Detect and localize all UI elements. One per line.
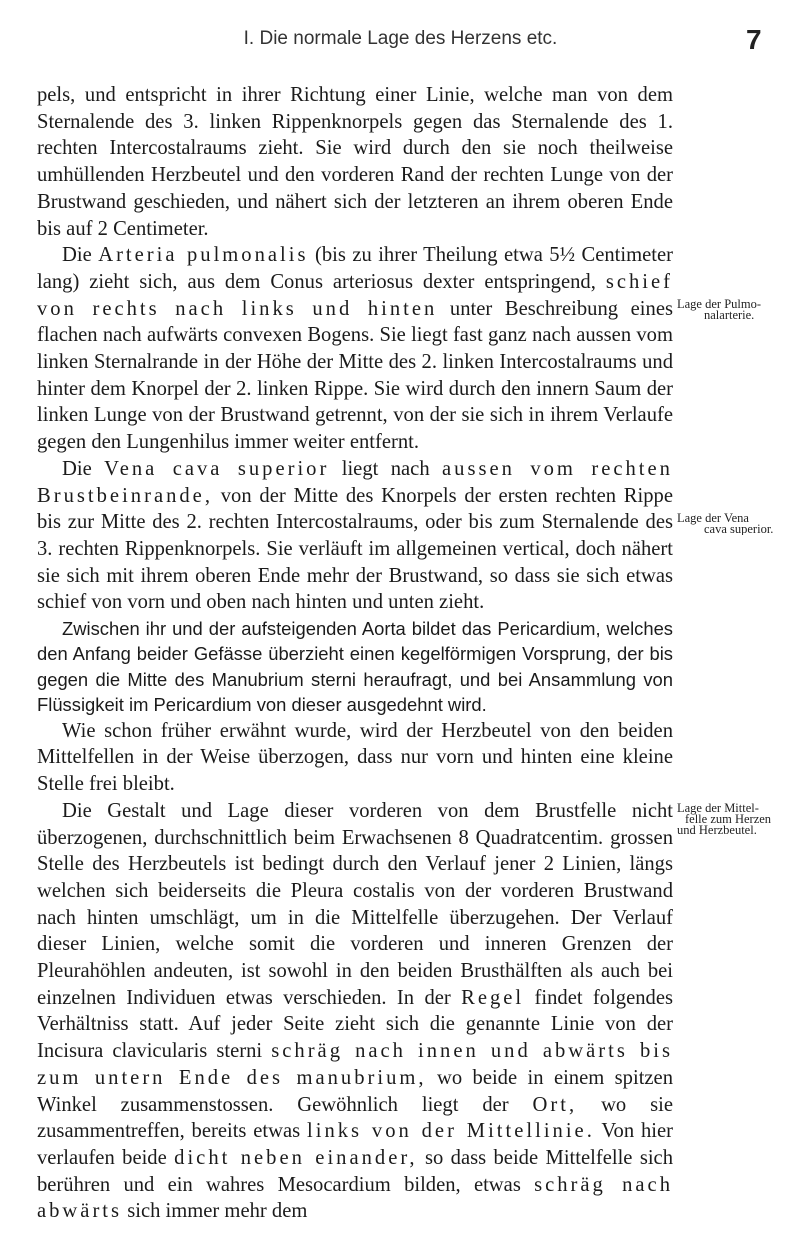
margin-note-pulmonalarterie [677, 299, 801, 321]
margin-note-mittelfelle [677, 803, 801, 836]
text-run: findet folgendes Verhältniss statt. Auf jeder Seite zieht sich die genannte Linie von der Incisura clavicularis sterni [37, 986, 673, 1063]
margin-note-vena-cava [677, 513, 801, 535]
term-arteria-pulmonalis: Arteria pulmonalis [98, 244, 309, 267]
page-number: 7 [746, 24, 762, 55]
emphasis: schräg nach abwärts [37, 1173, 673, 1223]
margin-note-line: cava superior. [704, 522, 774, 535]
body-text [37, 82, 673, 1225]
emphasis: schräg nach innen und abwärts bis zum untern Ende des manubrium, [37, 1040, 673, 1089]
emphasis: aussen vom rechten Brustbeinrande, [37, 457, 673, 507]
paragraph: Wie schon früher erwähnt wurde, wird der Herzbeutel von den beiden Mittelfellen in der Weise überzogen, dass nur vorn und hinten eine kleine Stelle frei bleibt. [37, 719, 673, 796]
text-run: unter Beschreibung eines flachen nach aufwärts convexen Bogens. Sie liegt fast ganz nach aussen vom linken Sternalrande in der Höhe der Mitte des 2. linken Intercostalraums und hinter dem Knorpel der 2. linken Rippe. Sie wird durch den innern Saum der linken Lunge von der Brustwand getrennt, von der sie sich in ihrem Verlaufe gegen den Lungenhilus immer weiter entfernt. [37, 297, 673, 454]
text-run: Von hier verlaufen beide [37, 1120, 673, 1169]
paragraph-vena-cava [37, 456, 673, 616]
text-run: Die Gestalt und Lage dieser vorderen von dem Brustfelle nicht überzogenen, durchschnittlich beim Erwachsenen 8 Quadratcentim. grossen Stelle des Herzbeutels ist bedingt durch den Verlauf jener 2 Linien, längs welchen sich beiderseits die Pleura costalis von der vorderen Brustwand nach hinten umschlägt, um in die Mittelfelle überzugehen. Der Verlauf dieser Linien, welche somit die vorderen und inneren Grenzen der Pleurahöhlen andeuten, ist sowohl in den beiden Brusthälften als auch bei einzelnen Individuen etwas verschieden. In der [37, 799, 673, 1009]
text-run: (bis zu ihrer Theilung etwa 5½ Centimeter lang) zieht sich, aus dem Conus arteriosus dexter entspringend, [37, 244, 673, 293]
emphasis: Regel [461, 986, 525, 1009]
term-vena-cava: Vena cava superior [104, 457, 330, 480]
text-run: wo sie zusammentreffen, bereits etwas [37, 1093, 674, 1143]
emphasis: schief von rechts nach links und hinten [37, 270, 673, 320]
text-run: Die [62, 457, 92, 480]
margin-note-line: felle zum Herzen [685, 812, 772, 826]
text-run: von der Mitte des Knorpels der ersten rechten Rippe bis zur Mitte des 2. rechten Intercostalraums, oder bis zum Sternalende des 3. rechten Rippenknorpels. Sie verläuft im allgemeinen vertical, doch nähert sie sich mit ihrem oberen Ende mehr der Brustwand, so dass sie sich etwas schief von vorn und oben nach hinten und unten zieht. [37, 484, 673, 614]
page-header [0, 24, 801, 68]
text-run: so dass beide Mittelfelle sich berühren und ein wahres Mesocardium bilden, etwas [37, 1146, 673, 1196]
emphasis: links von der Mittellinie. [307, 1120, 595, 1143]
running-head: I. Die normale Lage des Herzens etc. [243, 28, 558, 49]
text-run: liegt nach [341, 457, 430, 480]
margin-note-line: Lage der Mittel- [677, 803, 759, 815]
paragraph-arteria-pulmonalis [37, 242, 673, 456]
margin-note-line: Lage der Vena [677, 513, 749, 525]
paragraph: pels, und entspricht in ihrer Richtung einer Linie, welche man von dem Sternalende des 3. linken Rippenknorpels gegen das Sternalende des 1. rechten Intercostalraums zieht. Sie wird durch den sie noch theilweise umhüllenden Herzbeutel und den vorderen Rand der rechten Lunge von der Brustwand geschieden, und nähert sich der letzteren an ihrem oberen Ende bis auf 2 Centimeter. [37, 84, 673, 240]
emphasis: dicht neben einander, [174, 1146, 418, 1169]
text-run: Die [62, 244, 92, 267]
text-run: sich immer mehr dem [127, 1200, 308, 1223]
margin-note-line: Lage der Pulmo- [677, 299, 762, 311]
margin-note-line: nalarterie. [704, 308, 755, 321]
emphasis: Ort, [532, 1093, 578, 1116]
text-run: wo beide in einem spitzen Winkel zusammenstossen. Gewöhnlich liegt der [37, 1066, 673, 1116]
paragraph-small-print: Zwischen ihr und der aufsteigenden Aorta bildet das Pericardium, welches den Anfang beider Gefässe überzieht einen kegelförmigen Vorsprung, der bis gegen die Mitte des Manubrium sterni heraufragt, und bei Ansammlung von Flüssigkeit im Pericardium von dieser ausgedehnt wird. [37, 618, 673, 716]
margin-note-line: und Herzbeutel. [677, 823, 757, 836]
paragraph-pleura [37, 798, 673, 1225]
